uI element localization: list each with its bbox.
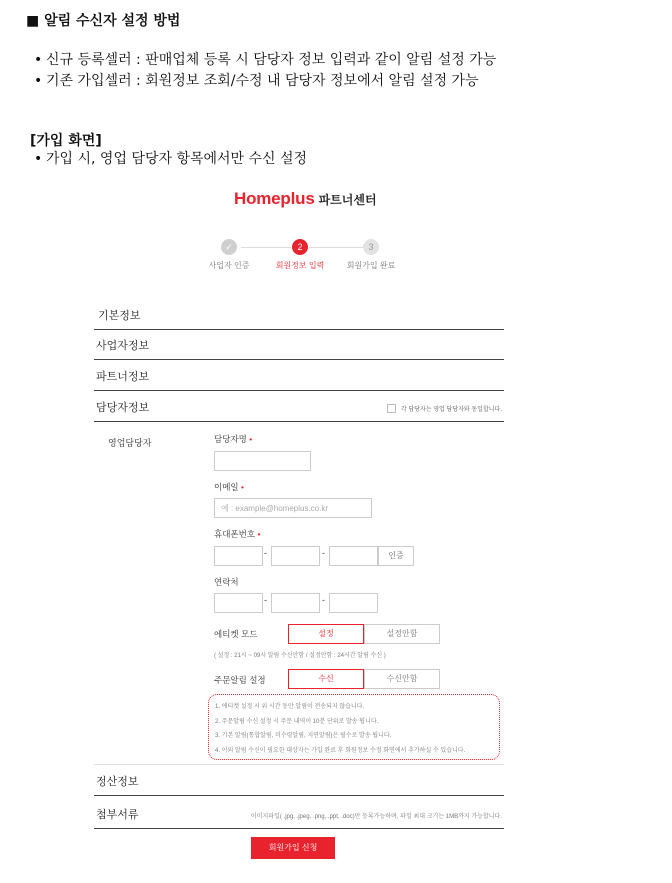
sales-manager-label: 영업담당자 — [108, 438, 152, 448]
attachments-hint: 이미지파일( .jpg, .jpeg, .png, .ppt, .doc)만 등록가능하며, 파일 최대 크기는 1MB까지 가능합니다. — [250, 814, 502, 820]
required-mark: • — [257, 529, 261, 539]
step-label: 사업자 인증 — [208, 261, 250, 270]
mobile-input-3[interactable] — [329, 546, 378, 566]
notice-line: 3. 기본 알림(통합알림, 미수령알림, 지연알림)은 필수로 발송 됩니다. — [215, 733, 392, 739]
email-input[interactable]: 예 : example@homeplus.co.kr — [214, 498, 372, 518]
section-label: 담당자정보 — [96, 402, 150, 414]
etiquette-hint: ( 설정 : 21시 ~ 09시 알림 수신안함 / 설정안함 : 24시간 알림 수신 ) — [214, 653, 386, 659]
mobile-label — [214, 528, 260, 540]
sub-title: [가입 화면] — [30, 133, 102, 149]
etiquette-mode-label: 에티켓 모드 — [214, 629, 258, 639]
dash-separator: - — [322, 595, 325, 605]
homeplus-logo: Homeplus — [234, 189, 315, 208]
etiquette-off-option[interactable]: 설정안함 — [364, 624, 440, 644]
checkbox-label: 각 담당자는 영업 담당자와 동일합니다. — [400, 407, 502, 413]
manager-name-input[interactable] — [214, 451, 311, 471]
notice-line: 1. 에티켓 설정 시 위 시간 동안 알림이 전송되지 않습니다. — [215, 704, 365, 710]
section-label: 정산정보 — [96, 776, 139, 788]
notice-line: 4. 이외 알림 수신이 필요한 대상자는 가입 완료 후 회원정보 수정 화면에서 추가하실 수 있습니다. — [215, 747, 466, 754]
order-alert-toggle — [288, 669, 440, 689]
step-number: 2 — [292, 239, 308, 255]
brand-header — [234, 189, 377, 209]
step-label: 회원정보 입력 — [275, 261, 325, 270]
mobile-input-1[interactable] — [214, 546, 263, 566]
order-alert-receive-option[interactable]: 수신 — [288, 669, 364, 689]
step-label: 회원가입 완료 — [346, 261, 396, 270]
brand-subtitle: 파트너센터 — [318, 193, 377, 207]
step-complete — [336, 239, 406, 271]
mobile-input-2[interactable] — [271, 546, 320, 566]
order-alert-label: 주문알림 설정 — [214, 675, 266, 685]
section-partner-info[interactable] — [94, 360, 504, 391]
contact-label: 연락처 — [214, 577, 239, 587]
etiquette-mode-toggle — [288, 624, 440, 644]
field-label-text: 담당자명 — [214, 434, 247, 444]
contact-input-1[interactable] — [214, 593, 263, 613]
dash-separator: - — [322, 548, 325, 558]
section-basic-info[interactable] — [94, 300, 504, 330]
required-mark: • — [249, 434, 253, 444]
required-mark: • — [241, 482, 244, 492]
notice-box — [208, 694, 500, 760]
check-icon: ✓ — [221, 239, 237, 255]
same-as-sales-manager-checkbox[interactable] — [387, 404, 502, 413]
field-label-text: 이메일 — [214, 482, 239, 492]
checkbox-box[interactable] — [387, 404, 396, 413]
section-title: ■ 알림 수신자 설정 방법 — [26, 13, 181, 29]
list-item: • 가입 시, 영업 담당자 항목에서만 수신 설정 — [34, 149, 307, 170]
section-business-info[interactable] — [94, 330, 504, 360]
list-item: • 신규 등록셀러 : 판매업체 등록 시 담당자 정보 입력과 같이 알림 설정 가능 — [34, 50, 496, 71]
section-label: 사업자정보 — [96, 340, 150, 352]
list-item: • 기존 가입셀러 : 회원정보 조회/수정 내 담당자 정보에서 알림 설정 가능 — [34, 71, 496, 92]
section-attachments[interactable] — [94, 796, 504, 829]
signup-list — [34, 149, 307, 170]
verify-button[interactable]: 인증 — [378, 546, 414, 566]
method-list — [34, 50, 496, 92]
email-label — [214, 481, 244, 493]
signup-submit-button[interactable]: 회원가입 신청 — [251, 837, 335, 859]
step-member-info — [265, 239, 335, 271]
step-number: 3 — [363, 239, 379, 255]
contact-input-2[interactable] — [271, 593, 320, 613]
etiquette-on-option[interactable]: 설정 — [288, 624, 364, 644]
manager-name-label — [214, 433, 252, 445]
dash-separator: - — [264, 548, 267, 558]
dash-separator: - — [264, 595, 267, 605]
order-alert-decline-option[interactable]: 수신안함 — [364, 669, 440, 689]
step-business-auth — [194, 239, 264, 271]
signup-screenshot — [94, 180, 514, 880]
contact-input-3[interactable] — [329, 593, 378, 613]
section-label: 기본정보 — [98, 310, 141, 322]
section-settlement-info[interactable] — [94, 764, 504, 796]
section-label: 첨부서류 — [96, 809, 139, 821]
notice-line: 2. 주문알림 수신 설정 시 주문 내역이 10분 단위로 발송 됩니다. — [215, 718, 379, 725]
section-label: 파트너정보 — [96, 371, 150, 383]
field-label-text: 휴대폰번호 — [214, 529, 256, 539]
section-manager-info[interactable] — [94, 391, 504, 422]
